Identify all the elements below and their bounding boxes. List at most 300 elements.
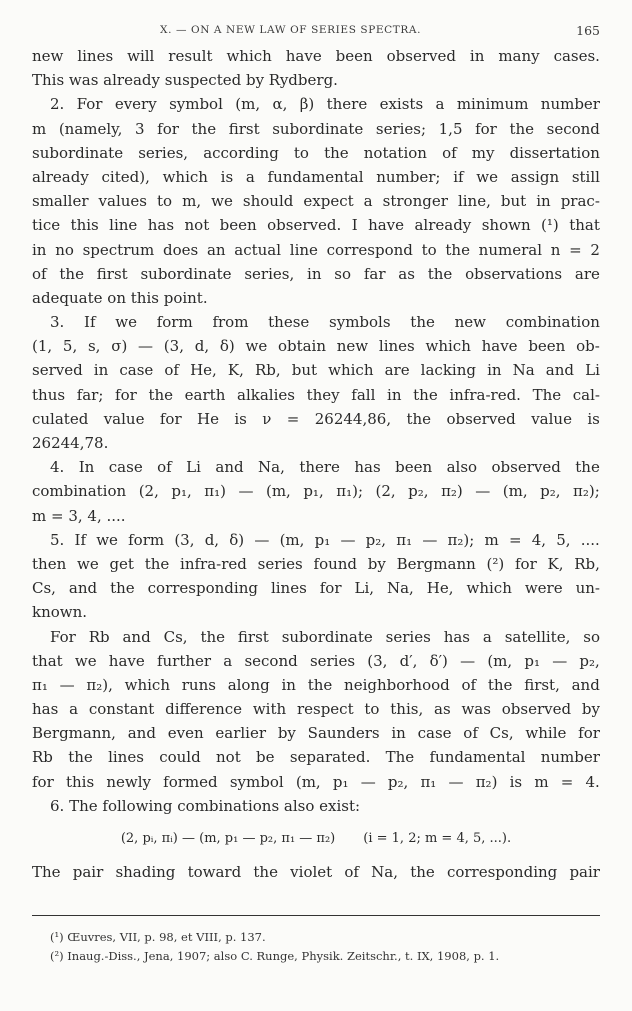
running-head: X. — ON A NEW LAW OF SERIES SPECTRA. bbox=[160, 24, 422, 36]
word: in bbox=[93, 361, 109, 380]
word: minimum bbox=[456, 95, 529, 114]
word: (m, bbox=[295, 772, 321, 791]
word: 1,5 bbox=[438, 119, 463, 138]
word: a bbox=[363, 192, 373, 211]
word: are bbox=[384, 361, 410, 380]
word: (²) bbox=[486, 554, 505, 573]
word: the bbox=[406, 409, 432, 428]
word: For bbox=[50, 627, 76, 646]
word: The bbox=[32, 863, 61, 881]
word: so bbox=[334, 264, 352, 283]
body-text bbox=[32, 44, 600, 884]
text-line bbox=[32, 189, 600, 213]
word: symbols bbox=[329, 313, 391, 332]
word: the bbox=[324, 143, 349, 162]
word: we bbox=[76, 554, 99, 573]
text-line bbox=[32, 745, 600, 769]
word: Na, bbox=[258, 458, 285, 477]
word: pair bbox=[569, 863, 600, 881]
word: new bbox=[454, 313, 486, 332]
word: (2, bbox=[375, 482, 396, 501]
word: for bbox=[115, 385, 137, 404]
word: δ) bbox=[229, 530, 245, 549]
word: result bbox=[168, 47, 213, 65]
word: (m, bbox=[265, 482, 291, 501]
word: alkalies bbox=[237, 385, 295, 404]
word: we bbox=[115, 313, 137, 332]
word: (namely, bbox=[58, 119, 123, 138]
word: separated. bbox=[289, 748, 371, 767]
word: and bbox=[127, 724, 156, 743]
word: still bbox=[571, 167, 600, 186]
text-line bbox=[32, 213, 600, 237]
word: which bbox=[466, 579, 512, 598]
word: expect bbox=[303, 192, 354, 211]
word: He, bbox=[190, 361, 217, 380]
word: the bbox=[575, 458, 600, 477]
word: 3. bbox=[50, 313, 65, 332]
word: far bbox=[363, 264, 386, 283]
word: number bbox=[540, 748, 600, 767]
word: been bbox=[219, 216, 257, 235]
text-line bbox=[32, 649, 600, 673]
text-line bbox=[32, 262, 600, 286]
word: there bbox=[326, 95, 368, 114]
word: this bbox=[70, 216, 99, 235]
word: as bbox=[398, 264, 415, 283]
word: we bbox=[211, 192, 233, 211]
word: thus bbox=[32, 385, 66, 404]
word: 2 bbox=[590, 240, 600, 259]
word: m, bbox=[182, 192, 202, 211]
word: pair bbox=[72, 863, 104, 881]
word: and bbox=[68, 579, 98, 598]
word: second bbox=[546, 119, 600, 138]
word: first, bbox=[524, 675, 560, 694]
word: according bbox=[203, 143, 279, 162]
word: For bbox=[76, 95, 103, 114]
word: not bbox=[184, 216, 210, 235]
word: form bbox=[128, 530, 165, 549]
text-line: known. bbox=[32, 603, 88, 622]
word: not bbox=[216, 748, 241, 767]
word: for bbox=[319, 579, 342, 598]
word: actual bbox=[234, 240, 282, 259]
word: exists bbox=[379, 95, 424, 114]
word: and bbox=[215, 458, 244, 477]
word: lines bbox=[378, 337, 415, 356]
page-header bbox=[32, 24, 600, 40]
word: (1, bbox=[32, 337, 53, 356]
word: been bbox=[335, 47, 373, 65]
word: (3, bbox=[163, 337, 184, 356]
word: lines bbox=[270, 579, 307, 598]
word: 4. bbox=[585, 772, 600, 791]
word: — bbox=[552, 651, 568, 670]
word: observed bbox=[491, 458, 561, 477]
word: ob- bbox=[576, 337, 600, 356]
word: case bbox=[417, 724, 452, 743]
word: σ) bbox=[111, 337, 128, 356]
word: Bergmann, bbox=[32, 724, 116, 743]
text-line bbox=[32, 697, 600, 721]
word: In bbox=[78, 458, 95, 477]
word: lacking bbox=[420, 361, 476, 380]
word: π₂), bbox=[86, 675, 113, 694]
word: α, bbox=[272, 95, 288, 114]
word: cal- bbox=[572, 385, 600, 404]
word: — bbox=[360, 772, 376, 791]
word: in bbox=[536, 192, 551, 211]
word: smaller bbox=[32, 192, 89, 211]
word: of bbox=[344, 863, 359, 881]
word: in bbox=[32, 240, 47, 259]
word: prac- bbox=[560, 192, 600, 211]
word: get bbox=[109, 554, 134, 573]
word: corresponding bbox=[147, 579, 258, 598]
word: the bbox=[148, 385, 174, 404]
word: they bbox=[306, 385, 340, 404]
word: The bbox=[385, 748, 415, 767]
word: 5. bbox=[50, 530, 65, 549]
word: could bbox=[159, 748, 201, 767]
word: If bbox=[84, 313, 96, 332]
word: obtain bbox=[277, 337, 327, 356]
text-line bbox=[32, 770, 600, 794]
word: observed. bbox=[267, 216, 342, 235]
word: that bbox=[569, 216, 600, 235]
text-line bbox=[32, 455, 600, 479]
word: for bbox=[32, 772, 54, 791]
word: newly bbox=[106, 772, 151, 791]
word: to bbox=[364, 700, 380, 719]
word: new bbox=[32, 47, 64, 65]
text-line bbox=[32, 310, 600, 334]
word: p₂, bbox=[408, 482, 429, 501]
word: we bbox=[476, 167, 498, 186]
word: earlier bbox=[215, 724, 267, 743]
word: un- bbox=[575, 579, 600, 598]
word: 5, bbox=[556, 530, 571, 549]
word: these bbox=[268, 313, 310, 332]
word: formed bbox=[163, 772, 218, 791]
word: we bbox=[74, 651, 97, 670]
word: Na bbox=[512, 361, 535, 380]
word: earth bbox=[184, 385, 226, 404]
word: no bbox=[55, 240, 74, 259]
word: He, bbox=[426, 579, 454, 598]
word: d′, bbox=[399, 651, 418, 670]
word: p₁, bbox=[171, 482, 192, 501]
word: second bbox=[244, 651, 298, 670]
formula-expression: (2, pᵢ, πᵢ) — (m, p₁ — p₂, π₁ — π₂) bbox=[120, 831, 336, 846]
word: first bbox=[228, 119, 260, 138]
word: d, bbox=[194, 337, 210, 356]
word: notation bbox=[363, 143, 427, 162]
word: δ′) bbox=[429, 651, 448, 670]
word: combination bbox=[505, 313, 600, 332]
word: a bbox=[223, 651, 233, 670]
word: the bbox=[427, 264, 453, 283]
word: even bbox=[167, 724, 204, 743]
word: p₂, bbox=[540, 482, 561, 501]
word: = bbox=[508, 530, 522, 549]
word: dissertation bbox=[509, 143, 600, 162]
word: this, bbox=[390, 700, 424, 719]
word: (3, bbox=[174, 530, 195, 549]
word: a bbox=[69, 700, 79, 719]
word: K, bbox=[227, 361, 244, 380]
page-number: 165 bbox=[576, 23, 600, 38]
word: this bbox=[65, 772, 95, 791]
word: Li bbox=[585, 361, 600, 380]
footnote-1: (¹) Œuvres, VII, p. 98, et VIII, p. 137. bbox=[50, 930, 266, 944]
word: Rb, bbox=[574, 554, 600, 573]
text-line bbox=[32, 479, 600, 503]
word: π₁); bbox=[336, 482, 363, 501]
word: the bbox=[410, 863, 435, 881]
word: is bbox=[234, 409, 247, 428]
text-line: This was already suspected by Rydberg. bbox=[32, 71, 338, 90]
word: constant bbox=[88, 700, 155, 719]
word: in bbox=[391, 724, 406, 743]
word: of bbox=[461, 675, 477, 694]
word: was bbox=[461, 700, 491, 719]
word: to bbox=[293, 143, 309, 162]
word: served bbox=[32, 361, 83, 380]
word: π₁ bbox=[32, 675, 48, 694]
word: Saunders bbox=[307, 724, 380, 743]
word: runs bbox=[181, 675, 216, 694]
word: π₂) bbox=[475, 772, 498, 791]
word: violet bbox=[290, 863, 333, 881]
word: 4, bbox=[531, 530, 547, 549]
formula-gap bbox=[335, 822, 363, 856]
word: if bbox=[453, 167, 464, 186]
word: the bbox=[445, 240, 470, 259]
word: — bbox=[59, 675, 75, 694]
word: shading bbox=[115, 863, 176, 881]
word: = bbox=[286, 409, 300, 428]
word: along bbox=[227, 675, 270, 694]
word: will bbox=[127, 47, 155, 65]
word: cited), bbox=[101, 167, 150, 186]
word: p₁, bbox=[303, 482, 324, 501]
display-formula bbox=[32, 822, 600, 856]
word: should bbox=[242, 192, 294, 211]
word: observations bbox=[465, 264, 563, 283]
word: numeral bbox=[478, 240, 543, 259]
word: — bbox=[475, 482, 491, 501]
word: — bbox=[238, 482, 254, 501]
word: subordinate bbox=[272, 119, 364, 138]
word: be bbox=[256, 748, 275, 767]
word: to bbox=[157, 192, 173, 211]
word: which bbox=[226, 47, 272, 65]
word: but bbox=[500, 192, 527, 211]
word: Rb bbox=[88, 627, 110, 646]
word: line bbox=[109, 216, 138, 235]
word: for bbox=[515, 554, 537, 573]
word: subordinate bbox=[32, 143, 124, 162]
word: (m, bbox=[235, 95, 261, 114]
word: π₂) bbox=[441, 482, 463, 501]
word: line bbox=[289, 240, 318, 259]
word: in bbox=[387, 385, 402, 404]
word: the bbox=[410, 313, 435, 332]
word: new bbox=[336, 337, 369, 356]
word: with bbox=[252, 700, 287, 719]
word: Rb, bbox=[254, 361, 281, 380]
word: line, bbox=[457, 192, 491, 211]
text-line bbox=[32, 141, 600, 165]
word: Rb bbox=[32, 748, 53, 767]
word: observed bbox=[501, 700, 572, 719]
word: s, bbox=[87, 337, 101, 356]
word: while bbox=[525, 724, 567, 743]
word: The bbox=[532, 385, 562, 404]
word: Cs, bbox=[489, 724, 514, 743]
word: series bbox=[385, 627, 431, 646]
text-line bbox=[32, 673, 600, 697]
word: symbol bbox=[169, 95, 223, 114]
word: π₁) bbox=[204, 482, 226, 501]
word: m bbox=[484, 530, 499, 549]
word: neighborhood bbox=[344, 675, 450, 694]
word: ν bbox=[262, 409, 272, 428]
word: lines bbox=[108, 748, 144, 767]
word: (m, bbox=[502, 482, 528, 501]
word: 2. bbox=[50, 95, 65, 114]
word: case bbox=[108, 458, 143, 477]
word: is bbox=[509, 772, 523, 791]
word: first bbox=[237, 627, 269, 646]
text-line: adequate on this point. bbox=[32, 288, 208, 307]
word: value bbox=[531, 409, 572, 428]
word: have bbox=[481, 337, 518, 356]
text-line bbox=[32, 860, 600, 884]
text-line bbox=[32, 625, 600, 649]
word: by bbox=[277, 724, 296, 743]
word: value bbox=[103, 409, 145, 428]
word: fundamental bbox=[429, 748, 526, 767]
word: = bbox=[560, 772, 574, 791]
word: the bbox=[144, 554, 170, 573]
word: 26244,86, bbox=[314, 409, 392, 428]
word: so bbox=[583, 627, 600, 646]
word: form bbox=[156, 313, 193, 332]
word: we bbox=[96, 530, 118, 549]
word: respect bbox=[296, 700, 354, 719]
word: we bbox=[245, 337, 268, 356]
word: by bbox=[581, 700, 600, 719]
word: far; bbox=[76, 385, 104, 404]
word: symbol bbox=[229, 772, 284, 791]
word: series; bbox=[375, 119, 427, 138]
word: = bbox=[569, 240, 582, 259]
word: does bbox=[163, 240, 199, 259]
word: infra-red. bbox=[449, 385, 521, 404]
word: fall bbox=[351, 385, 376, 404]
text-line bbox=[32, 576, 600, 600]
word: also bbox=[446, 458, 478, 477]
word: m bbox=[534, 772, 549, 791]
text-line bbox=[32, 238, 600, 262]
word: a bbox=[435, 95, 445, 114]
word: (3, bbox=[367, 651, 388, 670]
word: first bbox=[96, 264, 128, 283]
word: many bbox=[498, 47, 540, 65]
word: and bbox=[571, 675, 600, 694]
word: every bbox=[114, 95, 157, 114]
word: but bbox=[291, 361, 318, 380]
word: (2, bbox=[138, 482, 159, 501]
word: corresponding bbox=[446, 863, 558, 881]
text-line bbox=[32, 117, 600, 141]
word: an bbox=[206, 240, 226, 259]
word: and bbox=[545, 361, 575, 380]
word: π₁ bbox=[396, 530, 413, 549]
word: δ) bbox=[219, 337, 235, 356]
word: 4. bbox=[50, 458, 65, 477]
word: p₂, bbox=[365, 530, 387, 549]
word: correspond bbox=[326, 240, 413, 259]
word: π₁ bbox=[420, 772, 437, 791]
word: p₂, bbox=[579, 651, 600, 670]
word: series, bbox=[138, 143, 189, 162]
word: in bbox=[307, 264, 322, 283]
word: for bbox=[475, 119, 497, 138]
word: by bbox=[367, 554, 386, 573]
word: Li bbox=[186, 458, 201, 477]
word: 5, bbox=[62, 337, 78, 356]
word: a bbox=[245, 167, 255, 186]
word: p₁ bbox=[314, 530, 331, 549]
word: observed bbox=[386, 47, 456, 65]
word: number bbox=[540, 95, 600, 114]
text-line bbox=[32, 92, 600, 116]
word: the bbox=[307, 675, 333, 694]
word: has bbox=[32, 700, 59, 719]
word: of bbox=[463, 724, 478, 743]
word: in bbox=[281, 675, 296, 694]
word: — bbox=[460, 651, 476, 670]
word: which bbox=[425, 337, 471, 356]
text-line: 26244,78. bbox=[32, 434, 109, 452]
word: a bbox=[482, 627, 492, 646]
word: there bbox=[299, 458, 340, 477]
word: then bbox=[32, 554, 67, 573]
word: the bbox=[110, 579, 135, 598]
word: Cs, bbox=[163, 627, 188, 646]
text-line bbox=[32, 407, 600, 431]
formula-condition: (i = 1, 2; m = 4, 5, ...). bbox=[363, 831, 512, 846]
word: He bbox=[197, 409, 219, 428]
word: spectrum bbox=[82, 240, 155, 259]
word: were bbox=[524, 579, 563, 598]
text-line: m = 3, 4, .... bbox=[32, 506, 126, 525]
word: fundamental bbox=[267, 167, 364, 186]
word: subordinate bbox=[281, 627, 373, 646]
word: case bbox=[119, 361, 154, 380]
word: the bbox=[413, 385, 438, 404]
word: the bbox=[68, 748, 93, 767]
word: .... bbox=[580, 530, 600, 549]
word: been bbox=[395, 458, 433, 477]
word: for bbox=[159, 409, 182, 428]
word: observed bbox=[446, 409, 516, 428]
text-line: 6. The following combinations also exist: bbox=[50, 796, 361, 815]
